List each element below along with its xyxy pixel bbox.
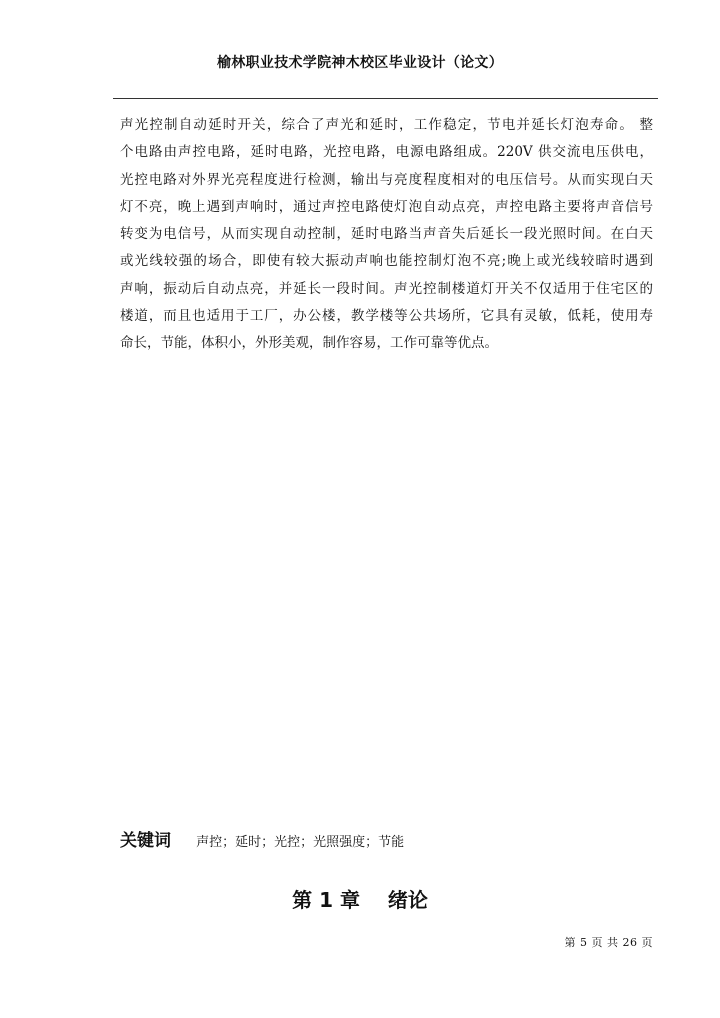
body-line-1: 声光控制自动延时开关，综合了声光和延时，工作稳定，节电并延长灯泡寿命。 整: [120, 117, 653, 133]
body-line-9: 命长，节能，体积小，外形美观，制作容易，工作可靠等优点。: [120, 335, 498, 352]
body-line-5: 转变为电信号，从而实现自动控制，延时电路当声音失后延长一段光照时间。在白天: [120, 226, 653, 243]
body-line-6: 或光线较强的场合，即使有较大振动声响也能控制灯泡不亮;晚上或光线较暗时遇到: [120, 253, 653, 270]
keywords-section: [120, 826, 404, 851]
keywords-values: 声控；延时；光控；光照强度；节能: [196, 835, 405, 850]
body-line-4: 灯不亮，晚上遇到声响时，通过声控电路使灯泡自动点亮，声控电路主要将声音信号: [120, 198, 653, 215]
body-line-7: 声响，振动后自动点亮，并延长一段时间。声光控制楼道灯开关不仅适用于住宅区的: [120, 280, 653, 297]
chapter-heading: 第 1 章 绪论: [292, 888, 428, 912]
body-line-3: 光控电路对外界光亮程度进行检测，输出与亮度程度相对的电压信号。从而实现白天: [120, 171, 653, 188]
page-number-footer: 第 5 页 共 26 页: [564, 936, 653, 949]
page-header-title: 榆林职业技术学院神木校区毕业设计（论文）: [217, 55, 503, 71]
body-line-2: 个电路由声控电路，延时电路，光控电路，电源电路组成。220V 供交流电压供电，: [120, 144, 653, 161]
body-paragraph: [120, 112, 653, 358]
body-line-8: 楼道，而且也适用于工厂，办公楼，教学楼等公共场所，它具有灵敏，低耗，使用寿: [120, 308, 653, 325]
keywords-label: 关键词: [120, 831, 171, 851]
header-divider: [113, 98, 658, 99]
